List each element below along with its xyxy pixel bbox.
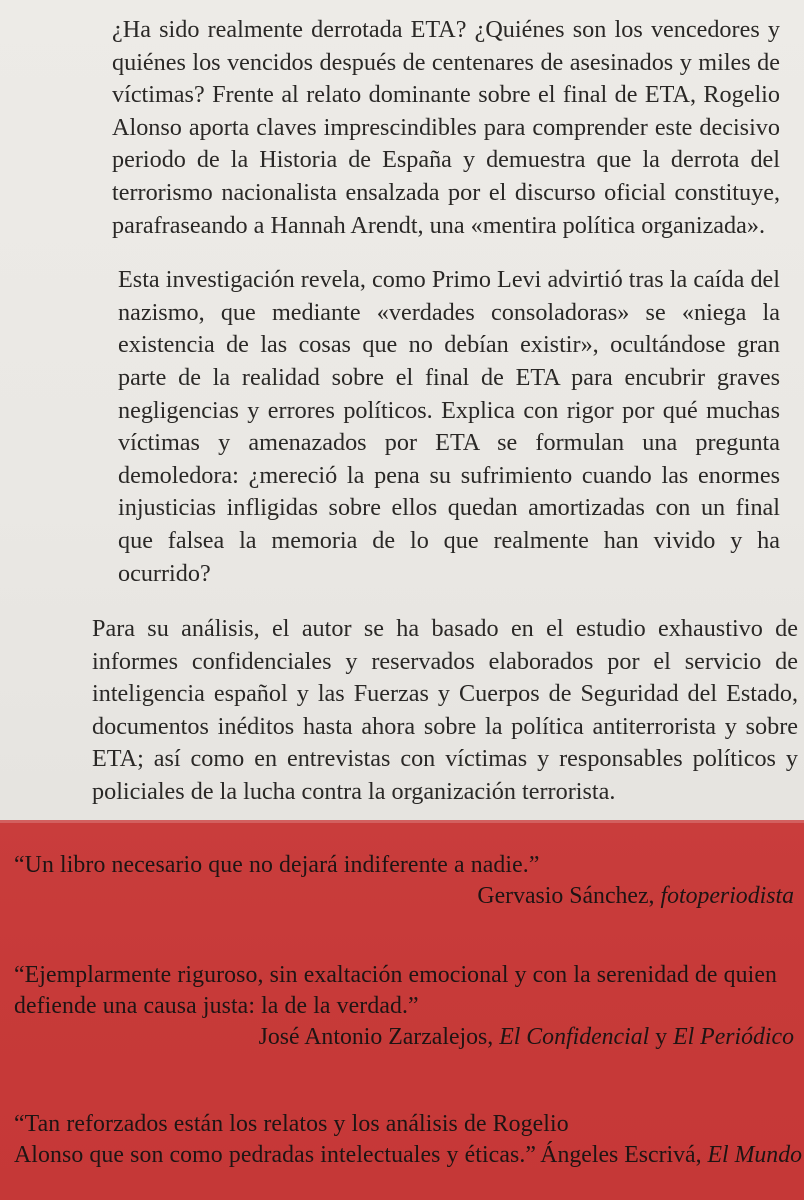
blurb-attribution	[14, 1022, 804, 1053]
blurb-attribution	[14, 881, 804, 912]
blurb-author: José Antonio Zarzalejos,	[258, 1024, 494, 1050]
blurb-outlet: El Confidencial	[499, 1024, 650, 1050]
synopsis-paragraph-3: Para su análisis, el autor se ha basado en el estudio exhaustivo de informes confidenciales y reservados elaborados por el servicio de inteligencia español y las Fuerzas y Cuerpos de Seguridad del Estado, documentos inéditos hasta ahora sobre la política antiterrorista y sobre ETA; así como en entrevistas con víctimas y responsables políticos y policiales de la lucha contra la organización terrorista.	[92, 615, 798, 806]
blurb-author: Gervasio Sánchez,	[477, 883, 655, 909]
review-quotes-band	[0, 820, 804, 1200]
blurb-author: Ángeles Escrivá,	[540, 1142, 702, 1168]
synopsis-paragraph-2: Esta investigación revela, como Primo Levi advirtió tras la caída del nazismo, que mediante «verdades consoladoras» se «niega la existencia de las cosas que no debían existir», ocultándose gran parte de la realidad sobre el final de ETA para encubrir graves negligencias y errores políticos. Explica con rigor por qué muchas víctimas y amenazados por ETA se formulan una pregunta demoledora: ¿mereció la pena su sufrimiento cuando las enormes injusticias infligidas sobre ellos quedan amortizadas con un final que falsea la memoria de lo que realmente han vivido y ha ocurrido?	[118, 266, 780, 587]
blurb-quote: “Tan reforzados están los relatos y los análisis de Rogelio Alonso que son como pedradas intelectuales y éticas.”	[14, 1111, 569, 1168]
blurb-1	[14, 850, 804, 912]
blurb-joiner: y	[655, 1024, 668, 1050]
blurb-3	[14, 1109, 804, 1171]
synopsis-paragraph-1: ¿Ha sido realmente derrotada ETA? ¿Quiénes son los vencedores y quiénes los vencidos después de centenares de asesinados y miles de víctimas? Frente al relato dominante sobre el final de ETA, Rogelio Alonso aporta claves imprescindibles para comprender este decisivo periodo de la Historia de España y demuestra que la derrota del terrorismo nacionalista ensalzada por el discurso oficial constituye, parafraseando a Hannah Arendt, una «mentira política organizada».	[112, 16, 780, 239]
blurb-role: fotoperiodista	[660, 883, 794, 909]
blurb-quote: “Un libro necesario que no dejará indiferente a nadie.”	[14, 852, 540, 878]
blurb-quote: “Ejemplarmente riguroso, sin exaltación emocional y con la serenidad de quien defiende una causa justa: la de la verdad.”	[14, 962, 777, 1019]
blurb-outlet: El Mundo	[707, 1142, 802, 1168]
blurb-2	[14, 960, 804, 1053]
blurb-outlet: El Periódico	[673, 1024, 794, 1050]
synopsis	[92, 14, 798, 832]
